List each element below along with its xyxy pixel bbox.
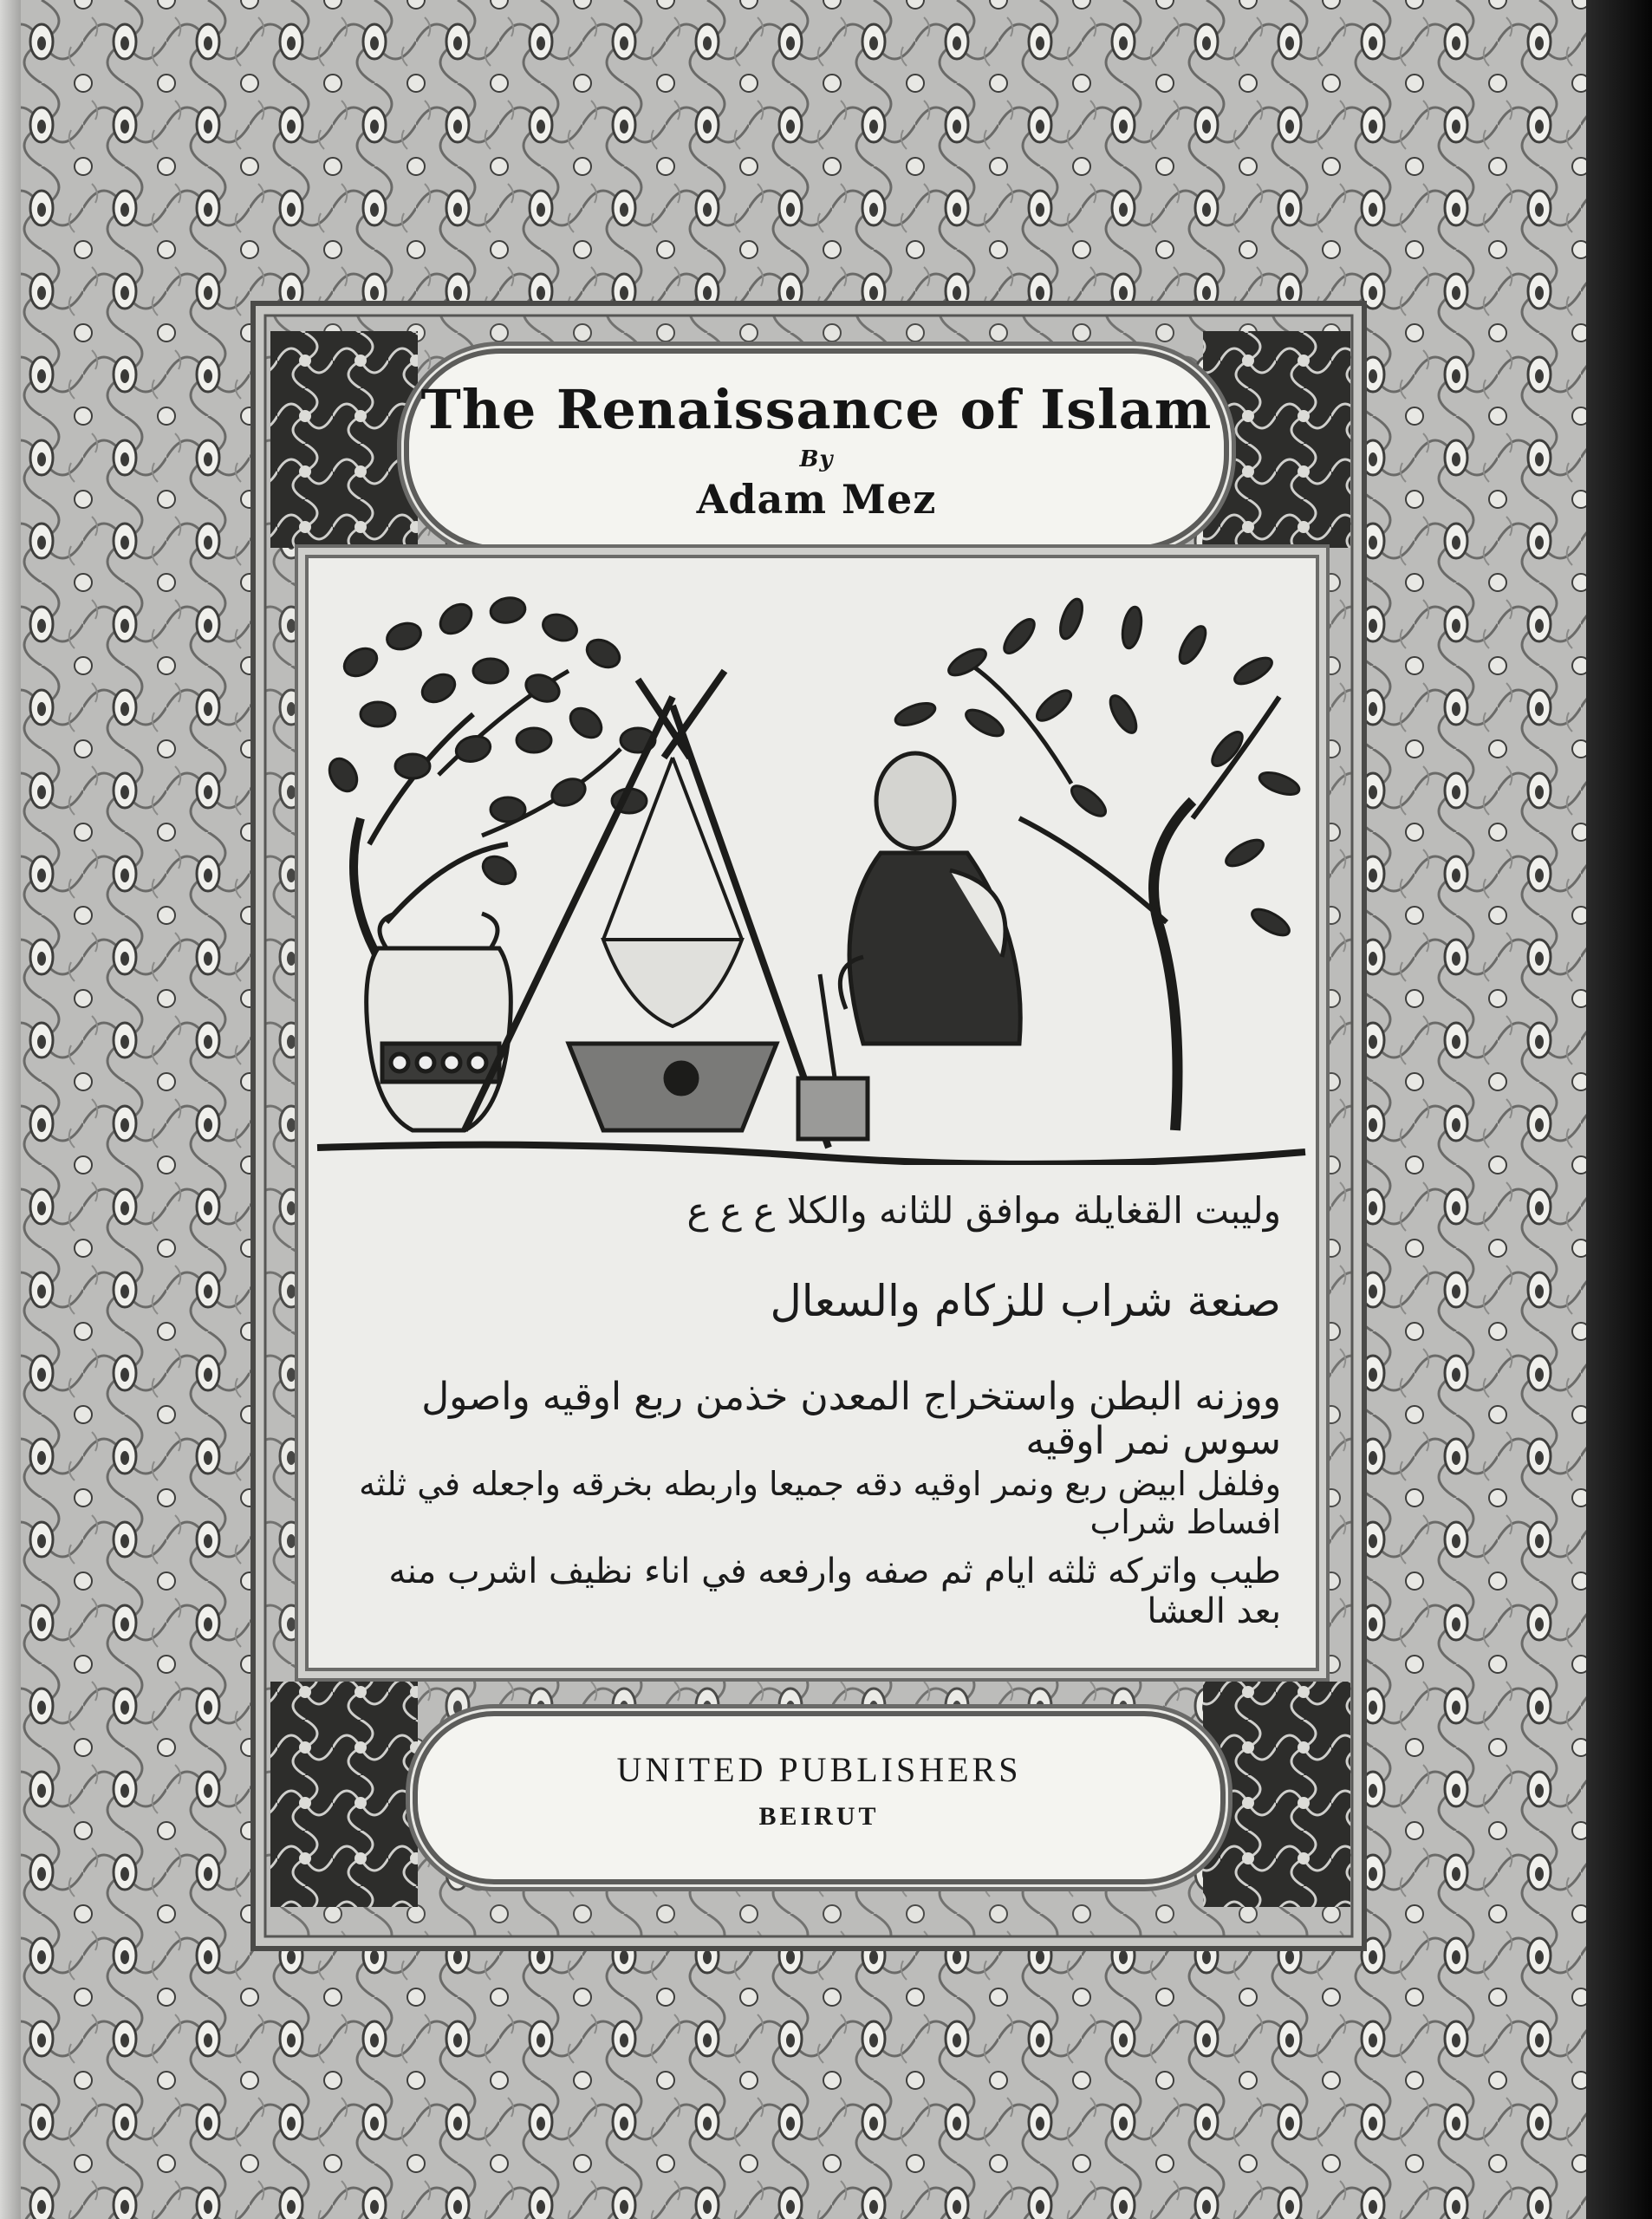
arabic-text-line: وليبت القغايلة موافق للثانه والكلا ع ع ع: [686, 1189, 1281, 1232]
manuscript-illustration: [309, 558, 1316, 1165]
arabic-text-line: وفلفل ابيض ربع ونمر اوقيه دقه جميعا واربطه بخرقه واجعله في ثلثه افساط شراب: [359, 1465, 1281, 1541]
spine-edge: [0, 0, 21, 2219]
by-label: By: [799, 446, 834, 472]
water-jar: [367, 914, 511, 1130]
arabic-text-line: ووزنه البطن واستخراج المعدن خذمن ربع اوقيه واصول سوس نمر اوقيه: [421, 1375, 1281, 1463]
seated-figure: [798, 753, 1020, 1139]
publisher-city: BEIRUT: [758, 1802, 880, 1831]
book-author: Adam Mez: [696, 476, 937, 523]
arabic-text-line: طيب واتركه ثلثه ايام ثم صفه وارفعه في اناء نظيف اشرب منه بعد العشا: [388, 1552, 1281, 1631]
publisher-cartouche: [413, 1711, 1226, 1884]
manuscript-plate: [305, 555, 1319, 1671]
publisher-name: UNITED PUBLISHERS: [616, 1750, 1022, 1789]
mortar-bowl: [569, 1044, 777, 1130]
scan-background-edge: [1586, 0, 1652, 2219]
book-title: The Renaissance of Islam: [420, 378, 1213, 441]
ground-line: [317, 1145, 1305, 1164]
arabic-text-line: صنعة شراب للزكام والسعال: [770, 1276, 1281, 1326]
title-cartouche: [404, 348, 1229, 551]
